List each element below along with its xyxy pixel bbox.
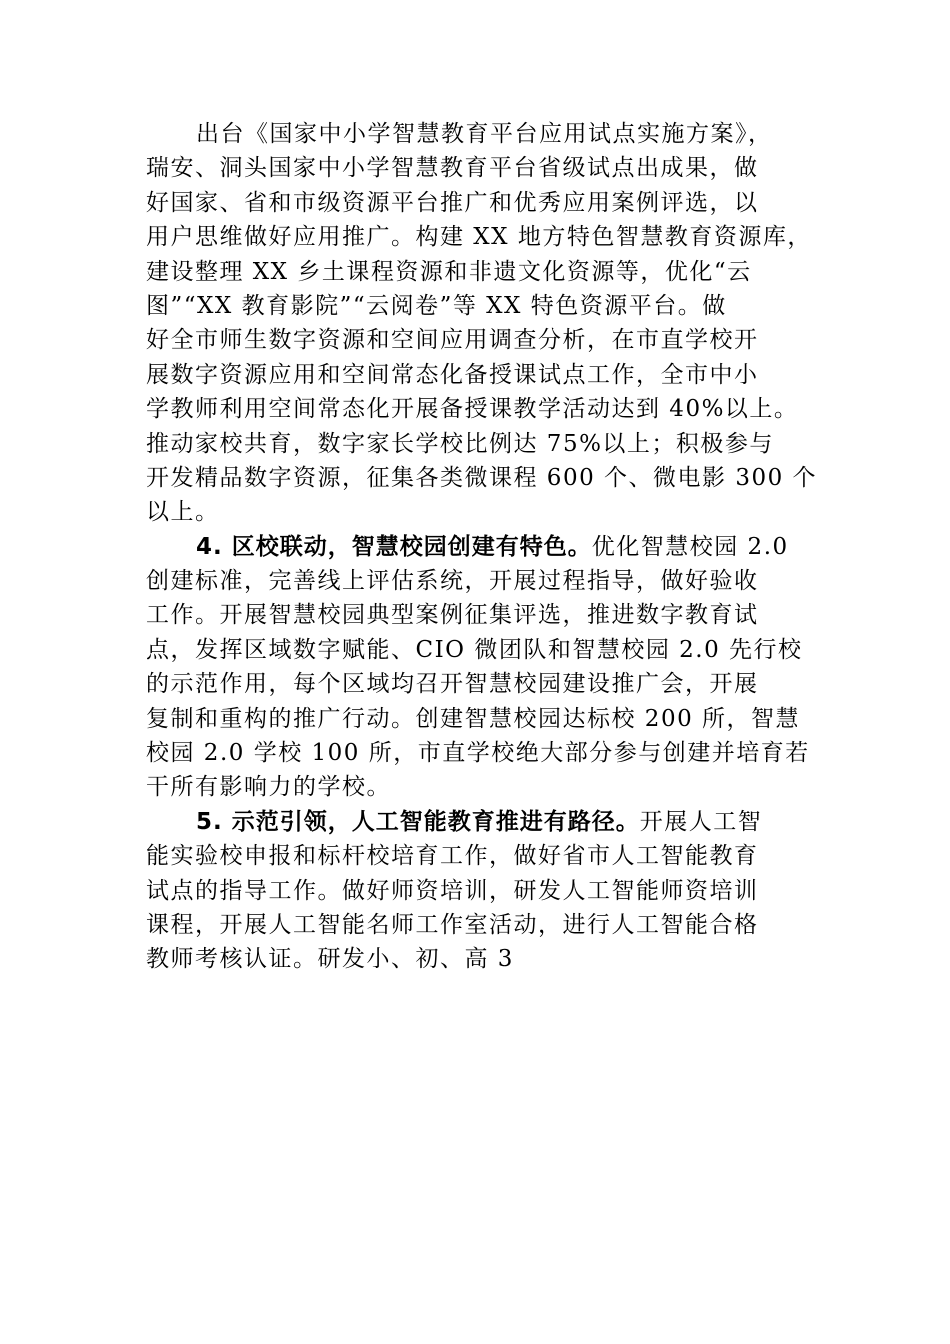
paragraph-ai-education — [146, 805, 808, 977]
text-line: 开发精品数字资源，征集各类微课程 600 个、微电影 300 个 — [146, 464, 818, 491]
text-line: 课程，开展人工智能名师工作室活动，进行人工智能合格 — [146, 911, 759, 938]
text-line: 以上。 — [146, 499, 220, 526]
text-run: 优化智慧校园 2.0 — [591, 533, 789, 560]
text-line: 出台《国家中小学智慧教育平台应用试点实施方案》， — [196, 121, 773, 147]
text-line: 推动家校共育，数字家长学校比例达 75%以上；积极参与 — [146, 430, 774, 457]
section-heading-5: 5. 示范引领，人工智能教育推进有路径。 — [196, 808, 640, 835]
text-line: 展数字资源应用和空间常态化备授课试点工作，全市中小 — [146, 361, 759, 388]
text-line: 的示范作用，每个区域均召开智慧校园建设推广会，开展 — [146, 671, 759, 698]
paragraph-resources — [146, 117, 818, 530]
text-line: 教师考核认证。研发小、初、高 3 — [146, 946, 514, 973]
text-line: 能实验校申报和标杆校培育工作，做好省市人工智能教育 — [146, 843, 759, 870]
text-line: 好全市师生数字资源和空间应用调查分析，在市直学校开 — [146, 327, 759, 354]
text-line: 校园 2.0 学校 100 所，市直学校绝大部分参与创建并培育若 — [146, 740, 810, 767]
text-line: 建设整理 XX 乡土课程资源和非遗文化资源等，优化“云 — [146, 258, 752, 285]
section-heading-4: 4. 区校联动，智慧校园创建有特色。 — [196, 533, 592, 560]
text-line: 创建标准，完善线上评估系统，开展过程指导，做好验收 — [146, 568, 759, 595]
text-line: 试点的指导工作。做好师资培训，研发人工智能师资培训 — [146, 877, 759, 904]
text-run: 开展人工智 — [639, 808, 763, 835]
text-line: 好国家、省和市级资源平台推广和优秀应用案例评选，以 — [146, 189, 759, 216]
text-line: 工作。开展智慧校园典型案例征集评选，推进数字教育试 — [146, 602, 759, 629]
text-line — [146, 805, 808, 839]
document-body — [146, 117, 818, 977]
text-line: 瑞安、洞头国家中小学智慧教育平台省级试点出成果，做 — [146, 155, 759, 182]
text-line: 用户思维做好应用推广。构建 XX 地方特色智慧教育资源库， — [146, 224, 812, 251]
text-line: 图”“XX 教育影院”“云阅卷”等 XX 特色资源平台。做 — [146, 292, 727, 319]
text-line: 复制和重构的推广行动。创建智慧校园达标校 200 所，智慧 — [146, 705, 801, 732]
text-line: 学教师利用空间常态化开展备授课教学活动达到 40%以上。 — [146, 396, 799, 423]
text-line — [146, 530, 808, 564]
text-line: 干所有影响力的学校。 — [146, 774, 391, 801]
paragraph-smart-campus — [146, 530, 808, 805]
text-line: 点，发挥区域数字赋能、CIO 微团队和智慧校园 2.0 先行校 — [146, 636, 803, 663]
